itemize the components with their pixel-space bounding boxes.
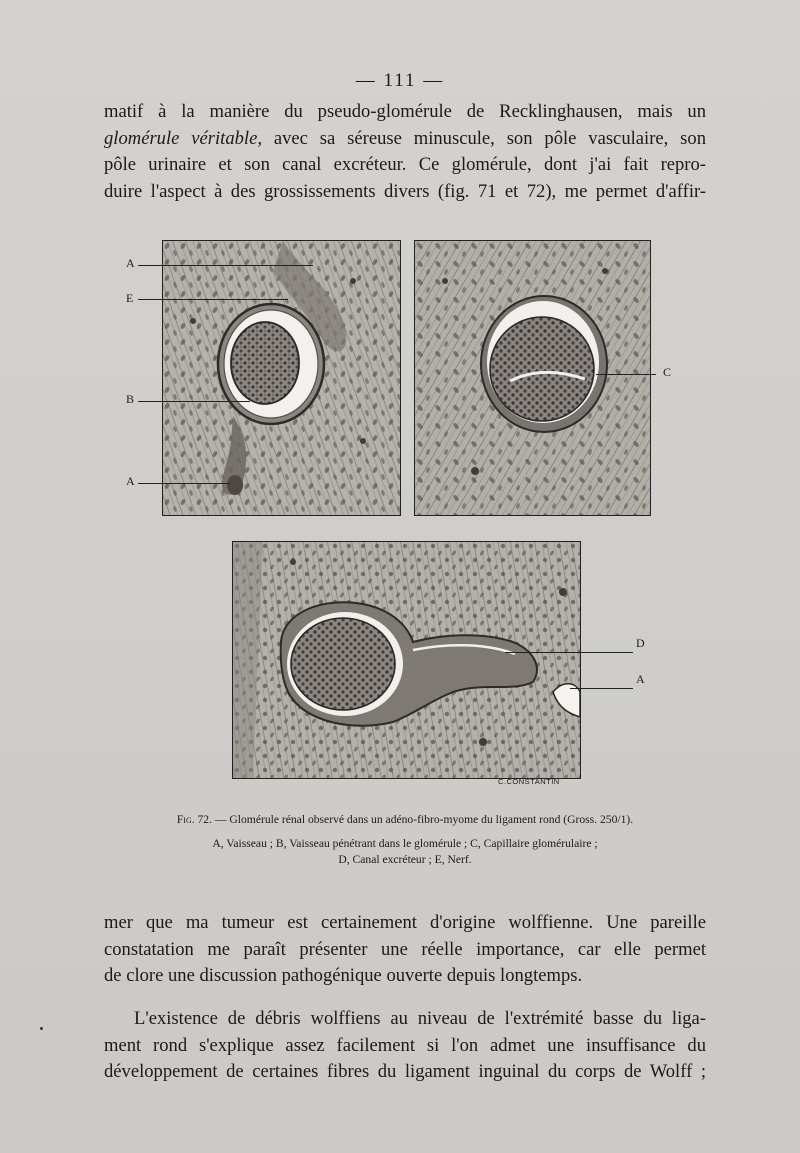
leader-line <box>138 483 230 484</box>
illustrator-signature: C.CONSTANTIN <box>498 777 560 786</box>
figure-label-a: A <box>636 672 645 686</box>
page-number: — 111 — <box>355 70 445 91</box>
leader-line <box>596 374 656 375</box>
text-line: constatation me paraît présenter une réelle importance, car elle permet <box>104 938 706 960</box>
text-line: duire l'aspect à des grossissements divers (fig. 71 et 72), me permet d'affir- <box>104 180 706 202</box>
figure-caption-label: Fig. 72. <box>176 813 213 826</box>
text-line: de clore une discussion pathogénique ouverte depuis longtemps. <box>104 965 583 987</box>
margin-mark <box>40 1027 43 1030</box>
figure-caption <box>104 812 706 828</box>
figure-legend-line: D, Canal excréteur ; E, Nerf. <box>338 853 472 866</box>
histology-plate-2 <box>414 240 651 516</box>
text-line: pôle urinaire et son canal excréteur. Ce glomérule, dont j'ai fait repro- <box>104 154 706 176</box>
histology-illustration <box>415 241 650 515</box>
paragraph-continuation <box>104 910 706 990</box>
histology-plate-1 <box>162 240 401 516</box>
text-line: ment rond s'explique assez facilement si l'on admet une insuffisance du <box>104 1034 706 1056</box>
figure-caption-text: — Glomérule rénal observé dans un adéno-fibro-myome du ligament rond (Gross. 250/1). <box>212 813 634 826</box>
figure-label-a: A <box>126 474 135 488</box>
emphasis-text: glomérule véritable, <box>104 127 262 149</box>
leader-line <box>138 401 250 402</box>
leader-line <box>138 265 313 266</box>
text-line: matif à la manière du pseudo-glomérule de Recklinghausen, mais un <box>104 101 706 122</box>
figure-legend-line: A, Vaisseau ; B, Vaisseau pénétrant dans le glomérule ; C, Capillaire glomérulaire ; <box>212 837 598 850</box>
figure-label-b: B <box>126 392 135 406</box>
paragraph-bottom <box>104 1006 706 1086</box>
leader-line <box>505 652 633 653</box>
leader-line <box>570 688 633 689</box>
figure-label-e: E <box>126 291 134 305</box>
histology-illustration <box>163 241 400 515</box>
histology-illustration <box>233 542 580 778</box>
text-line: mer que ma tumeur est certainement d'origine wolffienne. Une pareille <box>104 912 706 933</box>
text-line: L'existence de débris wolffiens au niveau de l'extrémité basse du liga- <box>134 1008 706 1029</box>
paragraph-top <box>104 99 706 205</box>
figure-label-c: C <box>663 365 672 379</box>
figure-label-a: A <box>126 256 135 270</box>
text-line: développement de certaines fibres du ligament inguinal du corps de Wolff ; <box>104 1061 706 1083</box>
text-line: glomérule véritable, avec sa séreuse minuscule, son pôle vasculaire, son <box>104 127 706 149</box>
figure-label-d: D <box>636 636 645 650</box>
histology-plate-3 <box>232 541 581 779</box>
leader-line <box>138 299 288 300</box>
figure-legend <box>104 836 706 868</box>
